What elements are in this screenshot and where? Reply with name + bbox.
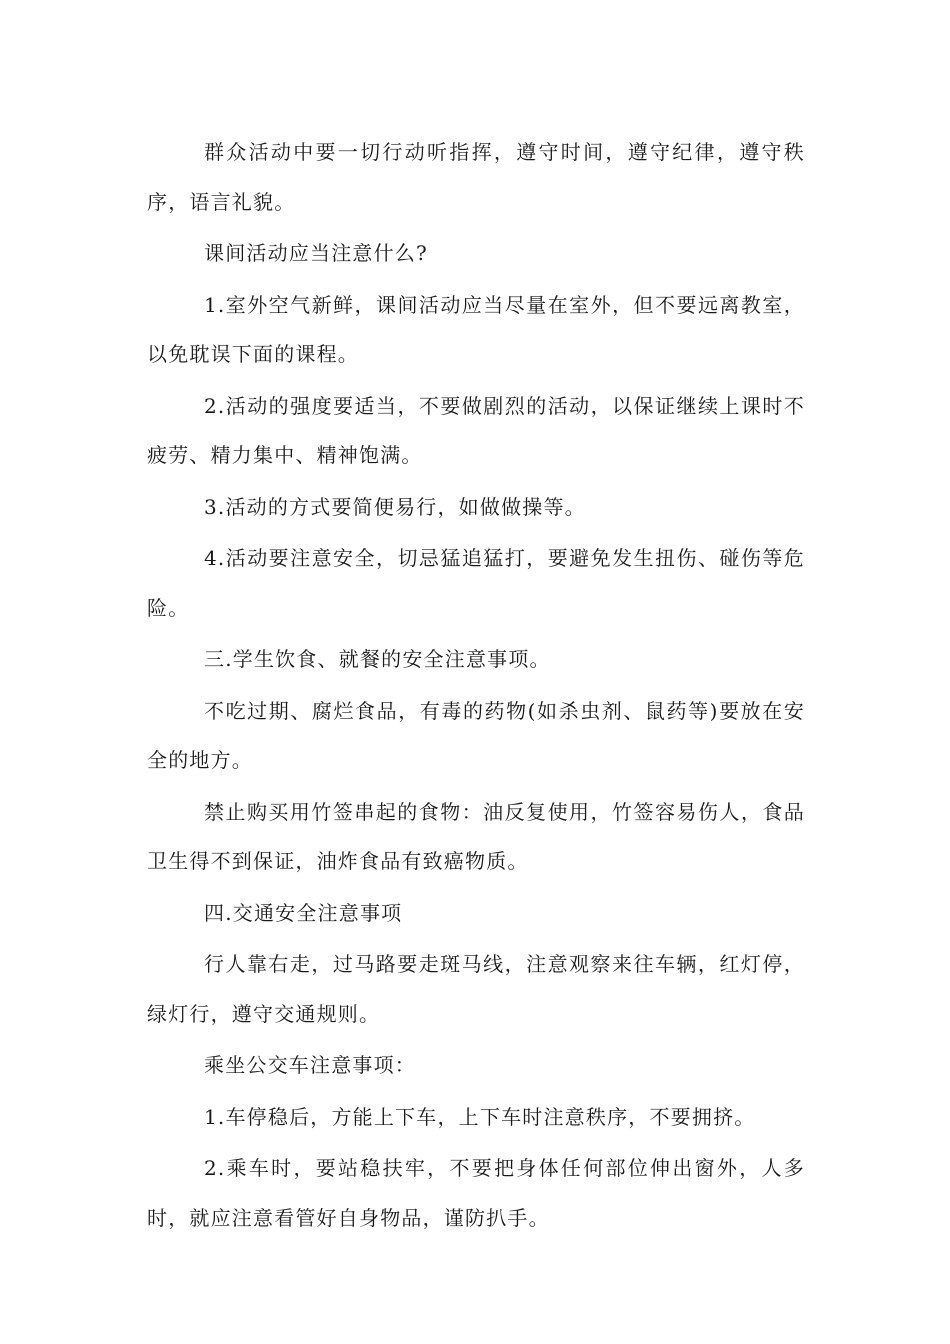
paragraph-5: 3.活动的方式要简便易行，如做做操等。 xyxy=(204,494,586,519)
paragraph-12: 乘坐公交车注意事项： xyxy=(204,1053,416,1077)
paragraph-13: 1.车停稳后，方能上下车，上下车时注意秩序，不要拥挤。 xyxy=(204,1104,756,1129)
paragraph-2: 课间活动应当注意什么? xyxy=(204,241,428,265)
paragraph-1: 群众活动中要一切行动听指挥，遵守时间，遵守纪律，遵守秩序，语言礼貌。 xyxy=(147,140,805,214)
paragraph-6: 4.活动要注意安全，切忌猛追猛打，要避免发生扭伤、碰伤等危险。 xyxy=(147,546,805,620)
paragraph-8: 不吃过期、腐烂食品，有毒的药物(如杀虫剂、鼠药等)要放在安全的地方。 xyxy=(147,698,805,772)
section-heading-food-safety: 三.学生饮食、就餐的安全注意事项。 xyxy=(204,647,551,671)
paragraph-9: 禁止购买用竹签串起的食物：油反复使用，竹签容易伤人，食品卫生得不到保证，油炸食品有致癌物质。 xyxy=(147,799,805,873)
document-body xyxy=(147,128,805,1245)
paragraph-4: 2.活动的强度要适当，不要做剧烈的活动，以保证继续上课时不疲劳、精力集中、精神饱满。 xyxy=(147,393,805,467)
section-heading-traffic-safety: 四.交通安全注意事项 xyxy=(204,900,403,925)
paragraph-14: 2.乘车时，要站稳扶牢，不要把身体任何部位伸出窗外，人多时，就应注意看管好自身物品，谨防扒手。 xyxy=(147,1156,805,1230)
paragraph-3: 1.室外空气新鲜，课间活动应当尽量在室外，但不要远离教室，以免耽误下面的课程。 xyxy=(147,292,805,366)
paragraph-11: 行人靠右走，过马路要走斑马线，注意观察来往车辆，红灯停，绿灯行，遵守交通规则。 xyxy=(147,952,805,1026)
